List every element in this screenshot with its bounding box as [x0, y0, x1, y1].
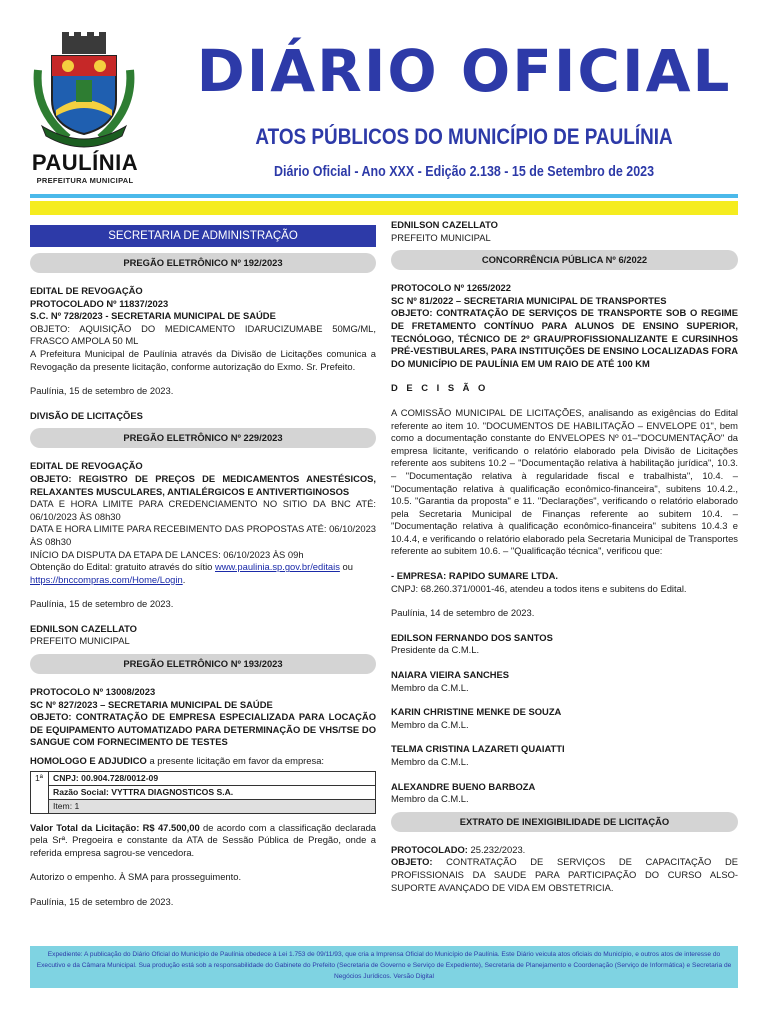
notice-objeto: OBJETO: CONTRATAÇÃO DE SERVIÇOS DE TRANSPORTE SOB O REGIME DE FRETAMENTO CONTÍNUO PARA ALUNOS DE ENSINO SUPERIOR, TECNÓLOGO, TÉCNICO DE 2º GRAU/PROFISSIONALIZANTE E CURSINHOS PRÉ-VESTIBULARES, PARA INSTITUIÇÕES DE ENSINO LOCALIZADAS FORA DO MUNICÍPIO DE PAULÍNIA EM UM RAIO DE ATÉ 100 KM	[391, 307, 738, 369]
extrato-objeto: OBJETO: CONTRATAÇÃO DE SERVIÇOS DE CAPACITAÇÃO DE PROFISSIONAIS DA SAUDE PARA PARTICIPAÇÃO DO CURSO ALSO-SUPORTE AVANÇADO DE VIDA EM OBSTETRICIA.	[391, 856, 738, 893]
section-title: SECRETARIA DE ADMINISTRAÇÃO	[30, 225, 376, 247]
notice-line: PROTOCOLO Nº 1265/2022	[391, 282, 511, 294]
notice-date: Paulínia, 15 de setembro de 2023.	[30, 896, 174, 907]
notice-objeto: OBJETO: REGISTRO DE PREÇOS DE MEDICAMENTOS ANESTÉSICOS, RELAXANTES MUSCULARES, ANTIALÉRGICOS E ANTIVERTIGINOSOS	[30, 472, 376, 497]
member-block	[391, 706, 738, 731]
notice-heading-extrato: EXTRATO DE INEXIGIBILIDADE DE LICITAÇÃO	[391, 812, 738, 832]
award-razao-social: Razão Social: VYTTRA DIAGNOSTICOS S.A.	[49, 785, 376, 799]
empresa-line: - EMPRESA: RAPIDO SUMARE LTDA.	[391, 570, 559, 582]
masthead-title: DIÁRIO OFICIAL	[196, 37, 732, 105]
member-block	[391, 781, 738, 806]
masthead-header	[0, 0, 768, 195]
commission-members	[391, 632, 738, 806]
signer-name: EDNILSON CAZELLATO	[30, 622, 137, 634]
notice-line: S.C. Nº 728/2023 - SECRETARIA MUNICIPAL DE SAÚDE	[30, 310, 276, 322]
notice-line: EDITAL DE REVOGAÇÃO	[30, 285, 143, 296]
member-role: Presidente da C.M.L.	[391, 644, 480, 656]
decisao-body: A COMISSÃO MUNICIPAL DE LICITAÇÕES, analisando as exigências do Edital referente ao item 10. "DOCUMENTOS DE HABILITAÇÃO – ENVELOPE 01", bem como a documentação constante do ENVELOPES Nº 01–"DOCUMENTAÇÃO" da empresa licitante, verificando o relatório elaborado pela Divisão de Licitações referente aos subitens 10.2 – "Documentação relativa à habilitação jurídica", 10.3. – "Documentação relativa à regularidade fiscal e trabalhista", 10.4. – "Documentação relativa à qualificação econômico-financeira", subitens 10.4.2., 10.5. "Garantia da proposta" e 11. "Declarações", verificando o relatório elaborado pela Secretaria Municipal de Finanças referente ao subitem 10.4. – "Documentação relativa à qualificação econômico-financeira" subitens 10.4.3 e 10.4.4, e verificando o relatório elaborado pela Secretaria Municipal de Transportes referente ao subitem 10.6. – "Qualificação técnica", verificou que:	[391, 406, 738, 557]
notice-objeto: OBJETO: CONTRATAÇÃO DE EMPRESA ESPECIALIZADA PARA LOCAÇÃO DE EQUIPAMENTO AUTOMATIZADO PARA DETERMINAÇÃO DE VHS/TSE DO SANGUE COM FORNECIMENTO DE TESTES	[30, 711, 376, 748]
notice-line: EDITAL DE REVOGAÇÃO	[30, 460, 143, 472]
signer-name: EDNILSON CAZELLATO	[391, 219, 498, 230]
city-name: PAULÍNIA	[31, 150, 139, 175]
editais-link[interactable]: www.paulinia.sp.gov.br/editais	[215, 561, 340, 573]
city-subtitle: PREFEITURA MUNICIPAL	[36, 176, 134, 185]
notice-obtencao: Obtenção do Edital: gratuito através do sítio www.paulinia.sp.gov.br/editais ou https://bnccompras.com/Home/Login.	[30, 561, 353, 585]
notice-body: A Prefeitura Municipal de Paulínia através da Divisão de Licitações comunica a Revogação da presente licitação, conforme autorização do Exmo. Sr. Prefeito.	[30, 347, 376, 372]
member-block	[391, 669, 738, 694]
member-name: ALEXANDRE BUENO BARBOZA	[391, 780, 536, 792]
notice-line: PROTOCOLO Nº 13008/2023	[30, 686, 156, 698]
right-column	[391, 219, 738, 894]
signer-role: PREFEITO MUNICIPAL	[391, 231, 491, 243]
bnccompras-link[interactable]: https://bnccompras.com/Home/Login	[30, 573, 183, 585]
notice-date: Paulínia, 15 de setembro de 2023.	[30, 598, 174, 610]
notice-line: SC Nº 827/2023 – SECRETARIA MUNICIPAL DE SAÚDE	[30, 698, 273, 710]
homologo-line: HOMOLOGO E ADJUDICO a presente licitação em favor da empresa:	[30, 755, 325, 767]
masthead-subtitle: ATOS PÚBLICOS DO MUNICÍPIO DE PAULÍNIA	[255, 124, 673, 149]
notice-heading-192: PREGÃO ELETRÔNICO Nº 192/2023	[30, 253, 376, 273]
division-signature: DIVISÃO DE LICITAÇÕES	[30, 409, 143, 421]
notice-date: Paulínia, 15 de setembro de 2023.	[30, 385, 174, 397]
edition-line: Diário Oficial - Ano XXX - Edição 2.138 - 15 de Setembro de 2023	[273, 164, 655, 180]
notice-deadline: DATA E HORA LIMITE PARA RECEBIMENTO DAS PROPOSTAS ATÉ: 06/10/2023 ÀS 08h30	[30, 523, 376, 547]
notice-objeto: OBJETO: AQUISIÇÃO DO MEDICAMENTO IDARUCIZUMABE 50MG/ML, FRASCO AMPOLA 50 ML	[30, 322, 376, 347]
left-column	[30, 219, 376, 909]
member-name: KARIN CHRISTINE MENKE DE SOUZA	[391, 706, 562, 718]
member-role: Membro da C.M.L.	[391, 718, 469, 730]
decisao-heading: D E C I S Ã O	[391, 382, 489, 394]
coat-of-arms-icon	[28, 30, 140, 150]
member-name: TELMA CRISTINA LAZARETI QUAIATTI	[391, 743, 565, 755]
award-cnpj: CNPJ: 00.904.728/0012-09	[49, 771, 376, 785]
notice-line: SC Nº 81/2022 – SECRETARIA MUNICIPAL DE TRANSPORTES	[391, 294, 667, 306]
extrato-protocolado: PROTOCOLADO: 25.232/2023.	[391, 843, 526, 855]
member-name: EDILSON FERNANDO DOS SANTOS	[391, 631, 553, 643]
award-position: 1ª	[31, 771, 49, 813]
header-band-yellow	[30, 201, 738, 215]
member-name: NAIARA VIEIRA SANCHES	[391, 669, 510, 681]
cnpj-line: CNPJ: 68.260.371/0001-46, atendeu a todos itens e subitens do Edital.	[391, 582, 687, 594]
autorizo-line: Autorizo o empenho. À SMA para prosseguimento.	[30, 871, 242, 883]
header-band-blue	[30, 194, 738, 198]
valor-total: Valor Total da Licitação: R$ 47.500,00 de acordo com a classificação declarada pela Srª. Pregoeira e constante da ATA de Sessão Pública de Pregão, onde a referida empresa sagrou-se vencedora.	[30, 821, 377, 858]
notice-deadline: DATA E HORA LIMITE PARA CREDENCIAMENTO NO SITIO DA BNC ATÉ: 06/10/2023 ÀS 08h30	[30, 498, 376, 522]
notice-heading-193: PREGÃO ELETRÔNICO Nº 193/2023	[30, 654, 376, 674]
notice-deadline: INÍCIO DA DISPUTA DA ETAPA DE LANCES: 06/10/2023 ÀS 09h	[30, 548, 304, 560]
award-item: Item: 1	[49, 799, 376, 813]
member-role: Membro da C.M.L.	[391, 681, 469, 693]
expediente-footer: Expediente: A publicação do Diário Oficial do Município de Paulínia obedece à Lei 1.753 de 09/11/93, que cria a Imprensa Oficial do Município de Paulínia. Este Diário veicula atos oficiais do Município, e outros atos de interesse do Executivo e da Câmara Municipal. Sua produção está sob a responsabilidade do Gabinete do Prefeito (Secretaria de Governo e Serviço de Expediente), Secretaria de Planejamento e Coordenação (Serviço de Informática) e Secretaria de Negócios Jurídicos. Versão Digital	[30, 946, 738, 988]
signer-role: PREFEITO MUNICIPAL	[30, 635, 130, 647]
member-role: Membro da C.M.L.	[391, 756, 469, 767]
member-block	[391, 743, 738, 768]
notice-heading-cp6: CONCORRÊNCIA PÚBLICA Nº 6/2022	[391, 250, 738, 270]
member-block	[391, 632, 738, 657]
notice-heading-229: PREGÃO ELETRÔNICO Nº 229/2023	[30, 428, 376, 448]
notice-date: Paulínia, 14 de setembro de 2023.	[391, 607, 535, 619]
member-role: Membro da C.M.L.	[391, 793, 469, 805]
award-table	[30, 771, 376, 814]
notice-line: PROTOCOLADO Nº 11837/2023	[30, 297, 169, 309]
